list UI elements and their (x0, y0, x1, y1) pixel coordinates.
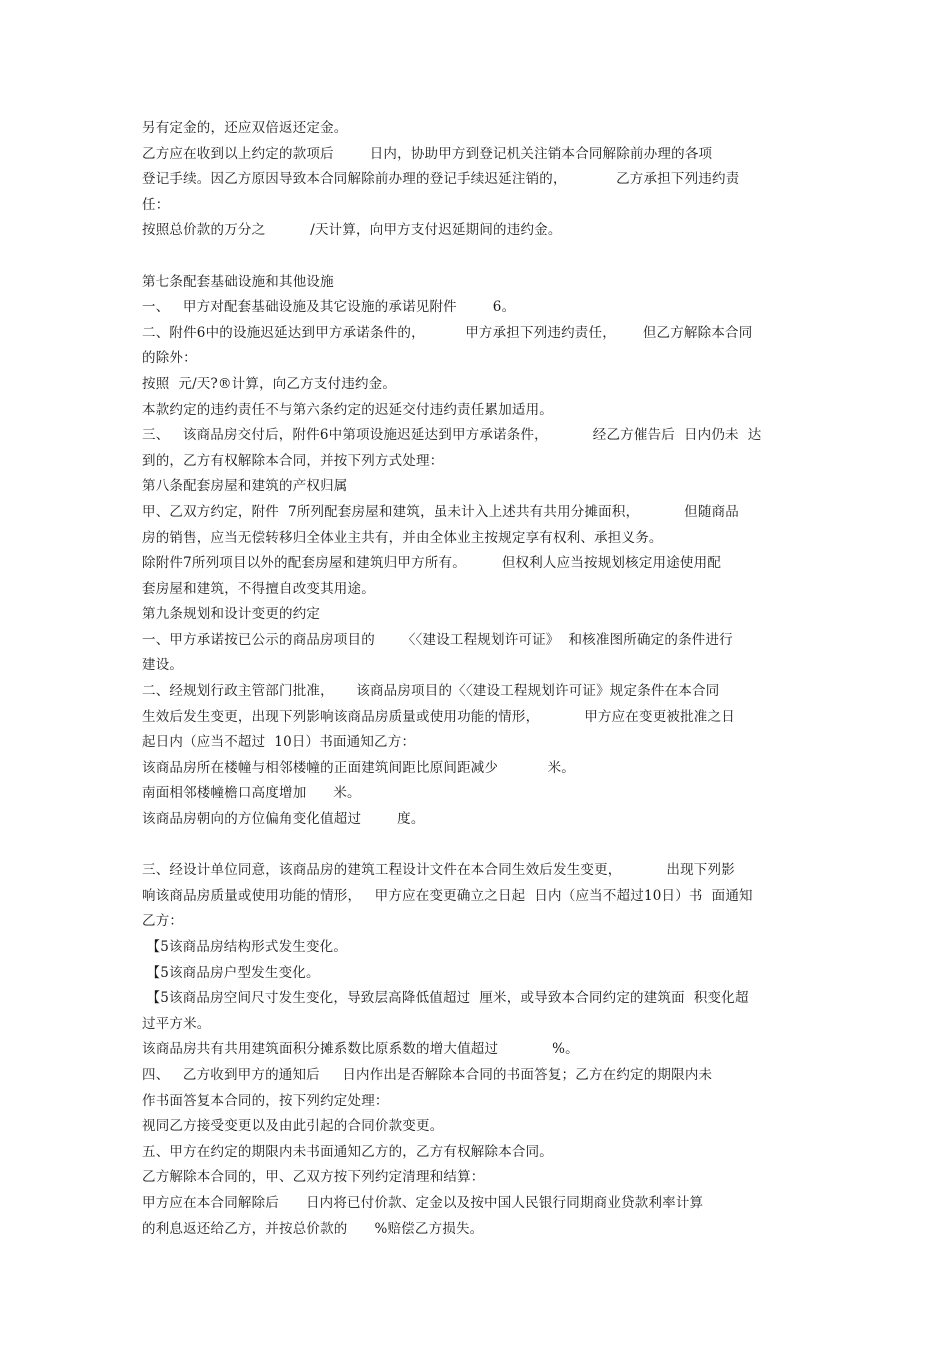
section-heading: 第八条配套房屋和建筑的产权归属 (142, 478, 348, 495)
text-line: 登记手续。因乙方原因导致本合同解除前办理的登记手续迟延注销的， 乙方承担下列违约责 (142, 171, 740, 188)
text-line: 起日内（应当不超过 10日）书面通知乙方： (142, 734, 416, 751)
text-line: 甲方应在本合同解除后 日内将已付价款、定金以及按中国人民银行同期商业贷款利率计算 (142, 1194, 704, 1211)
text-line: 一、 甲方对配套基础设施及其它设施的承诺见附件 6。 (142, 299, 516, 316)
text-line: 另有定金的，还应双倍返还定金。 (142, 120, 348, 136)
text-line: 【5该商品房空间尺寸发生变化，导致层高降低值超过 厘米，或导致本合同约定的建筑面 积变化超 (142, 990, 749, 1007)
text-line: 本款约定的违约责任不与第六条约定的迟延交付违约责任累加适用。 (142, 401, 553, 418)
blank-line (142, 833, 812, 859)
text-line: 过平方米。 (142, 1015, 211, 1032)
text-line: 乙方： (142, 913, 184, 930)
text-line: 响该商品房质量或使用功能的情形， 甲方应在变更确立之日起 日内（应当不超过10日）书 面通知 (142, 887, 753, 904)
text-line: 三、 该商品房交付后，附件6中第项设施迟延达到甲方承诺条件， 经乙方催告后 日内仍未 达 (142, 427, 762, 444)
text-line: 的利息返还给乙方，并按总价款的 %赔偿乙方损失。 (142, 1220, 484, 1237)
blank-line (142, 244, 812, 270)
text-line: 南面相邻楼幢檐口高度增加 米。 (142, 785, 361, 802)
text-line: 房的销售，应当无偿转移归全体业主共有，并由全体业主按规定享有权利、承担义务。 (142, 529, 663, 546)
text-line: 该商品房共有共用建筑面积分摊系数比原系数的增大值超过 %。 (142, 1041, 579, 1058)
text-line: 【5该商品房户型发生变化。 (142, 964, 320, 981)
text-line: 该商品房所在楼幢与相邻楼幢的正面建筑间距比原间距减少 米。 (142, 759, 576, 776)
text-line: 到的，乙方有权解除本合同，并按下列方式处理： (142, 452, 444, 469)
text-line: 的除外： (142, 350, 197, 367)
text-line: 套房屋和建筑，不得擅自改变其用途。 (142, 580, 375, 597)
text-line: 一、甲方承诺按已公示的商品房项目的 〈〈建设工程规划许可证》 和核准图所确定的条件进行 (142, 631, 733, 648)
text-line: 【5该商品房结构形式发生变化。 (142, 939, 348, 955)
section-heading: 第九条规划和设计变更的约定 (142, 606, 321, 623)
text-line: 该商品房朝向的方位偏角变化值超过 度。 (142, 811, 425, 828)
text-line: 三、经设计单位同意，该商品房的建筑工程设计文件在本合同生效后发生变更， 出现下列影 (142, 862, 735, 879)
text-line: 生效后发生变更，出现下列影响该商品房质量或使用功能的情形， 甲方应在变更被批准之日 (142, 708, 735, 725)
text-line: 任： (142, 196, 170, 213)
text-line: 二、经规划行政主管部门批准， 该商品房项目的〈〈建设工程规划许可证》规定条件在本合同 (142, 683, 720, 700)
text-line: 视同乙方接受变更以及由此引起的合同价款变更。 (142, 1118, 444, 1135)
text-line: 甲、乙双方约定，附件 7所列配套房屋和建筑，虽未计入上述共有共用分摊面积， 但随商品 (142, 503, 739, 520)
section-heading: 第七条配套基础设施和其他设施 (142, 273, 334, 290)
text-line: 五、甲方在约定的期限内未书面通知乙方的，乙方有权解除本合同。 (142, 1143, 553, 1160)
text-line: 作书面答复本合同的，按下列约定处理： (142, 1092, 389, 1109)
text-line: 乙方解除本合同的，甲、乙双方按下列约定清理和结算： (142, 1169, 485, 1186)
text-line: 建设。 (142, 657, 184, 674)
document-body (142, 116, 812, 1242)
text-line: 按照总价款的万分之 /天计算，向甲方支付迟延期间的违约金。 (142, 222, 562, 239)
text-line: 除附件7所列项目以外的配套房屋和建筑归甲方所有。 但权利人应当按规划核定用途使用配 (142, 555, 722, 572)
text-line: 乙方应在收到以上约定的款项后 日内，协助甲方到登记机关注销本合同解除前办理的各项 (142, 145, 713, 162)
text-line: 按照 元/天?®计算，向乙方支付违约金。 (142, 375, 397, 392)
text-line: 二、附件6中的设施迟延达到甲方承诺条件的， 甲方承担下列违约责任， 但乙方解除本合同 (142, 324, 753, 341)
text-line: 四、 乙方收到甲方的通知后 日内作出是否解除本合同的书面答复；乙方在约定的期限内未 (142, 1066, 713, 1083)
